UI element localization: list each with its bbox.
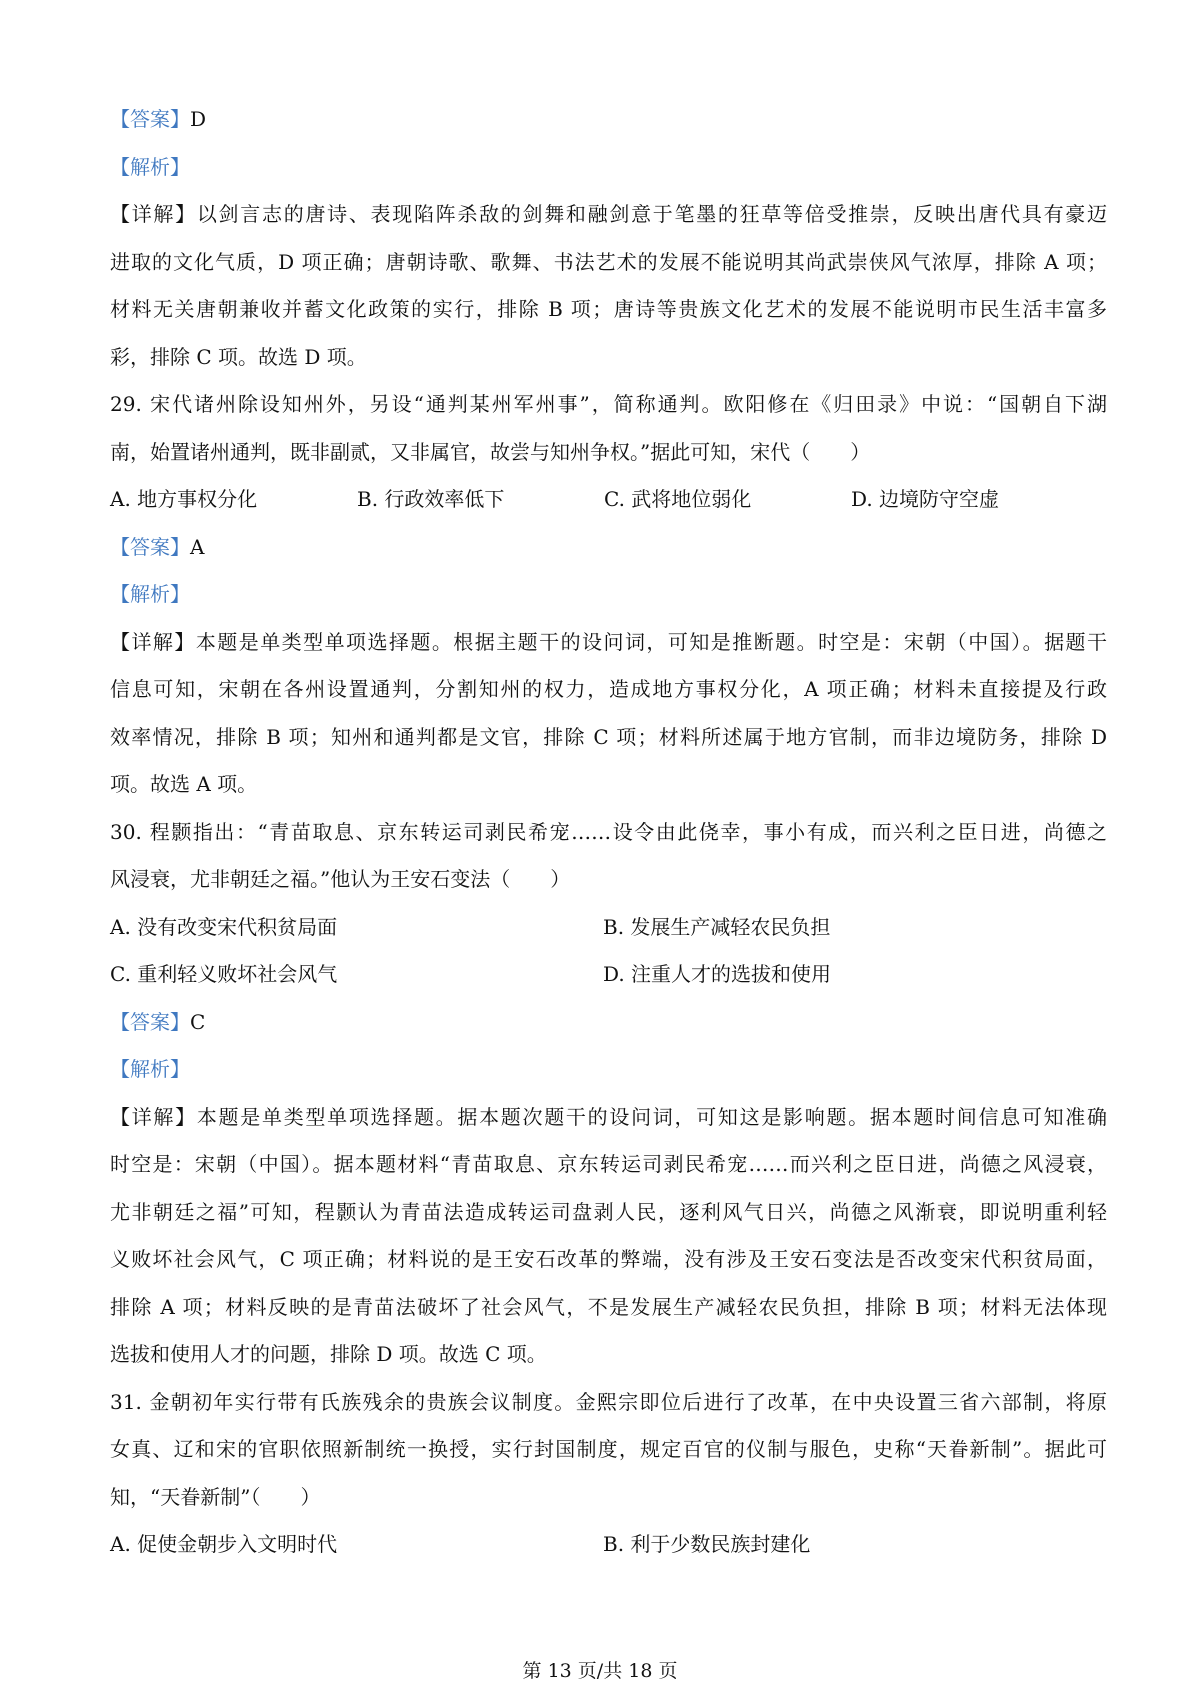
options-row: [110, 904, 1107, 952]
option-item: C. 重利轻义败坏社会风气: [110, 962, 338, 986]
option-item: B. 利于少数民族封建化: [603, 1532, 811, 1556]
option-item: D. 注重人才的选拔和使用: [603, 962, 832, 986]
option-item: A. 没有改变宋代积贫局面: [110, 914, 338, 939]
option-item: D. 边境防守空虚: [851, 487, 1000, 511]
text-line: 30. 程颢指出：“青苗取息、京东转运司剥民希宠……设令由此侥幸，事小有成，而兴利之臣日进，尚德之: [110, 819, 1107, 844]
tag-label: 【解析】: [110, 582, 190, 606]
text-line: 排除 A 项；材料反映的是青苗法破坏了社会风气，不是发展生产减轻农民负担，排除 B 项；材料无法体现: [110, 1294, 1107, 1319]
text-line: 【详解】本题是单类型单项选择题。根据主题干的设问词，可知是推断题。时空是：宋朝（中国）。据题干: [110, 629, 1107, 654]
options-row: [110, 476, 1107, 524]
text-line: 信息可知，宋朝在各州设置通判，分割知州的权力，造成地方事权分化，A 项正确；材料未直接提及行政: [110, 677, 1107, 701]
option-item: C. 武将地位弱化: [604, 487, 752, 511]
answer-tag-line: [110, 1046, 1107, 1094]
text-line: 选拔和使用人才的问题，排除 D 项。故选 C 项。: [110, 1342, 547, 1366]
text-line: 女真、辽和宋的官职依照新制统一换授，实行封国制度，规定百官的仪制与服色，史称“天眷新制”。据此可: [110, 1437, 1107, 1461]
options-row: [110, 1521, 1107, 1569]
text-line: 知，“天眷新制”（ ）: [110, 1484, 321, 1509]
tag-value: D: [190, 107, 207, 131]
page-footer: 第 13 页/共 18 页: [522, 1660, 678, 1682]
options-row: [110, 951, 1107, 999]
answer-tag-line: [110, 999, 1107, 1047]
text-line: 南，始置诸州通判，既非副贰，又非属官，故尝与知州争权。”据此可知，宋代（ ）: [110, 439, 871, 464]
answer-tag-line: [110, 524, 1107, 572]
tag-value: C: [190, 1009, 206, 1034]
text-line: 风浸衰，尤非朝廷之福。”他认为王安石变法（ ）: [110, 867, 571, 891]
option-item: A. 促使金朝步入文明时代: [110, 1532, 338, 1556]
text-line: 时空是：宋朝（中国）。据本题材料“青苗取息、京东转运司剥民希宠……而兴利之臣日进，尚德之风浸衰，: [110, 1152, 1107, 1176]
answer-tag-line: [110, 96, 1107, 144]
text-line: 彩，排除 C 项。故选 D 项。: [110, 344, 367, 369]
tag-label: 【答案】: [110, 534, 190, 559]
text-line: 尤非朝廷之福”可知，程颢认为青苗法造成转运司盘剥人民，逐利风气日兴，尚德之风渐衰，即说明重利轻: [110, 1199, 1107, 1224]
tag-value: A: [190, 534, 205, 559]
tag-label: 【解析】: [110, 1057, 190, 1081]
option-item: A. 地方事权分化: [110, 487, 258, 511]
text-line: 效率情况，排除 B 项；知州和通判都是文官，排除 C 项；材料所述属于地方官制，而非边境防务，排除 D: [110, 724, 1107, 749]
tag-label: 【答案】: [110, 107, 190, 131]
answer-tag-line: [110, 144, 1107, 192]
option-item: B. 行政效率低下: [357, 487, 505, 511]
text-line: 【详解】本题是单类型单项选择题。据本题次题干的设问词，可知这是影响题。据本题时间信息可知准确: [110, 1104, 1107, 1129]
text-line: 进取的文化气质，D 项正确；唐朝诗歌、歌舞、书法艺术的发展不能说明其尚武崇侠风气浓厚，排除 A 项；: [110, 249, 1107, 274]
text-line: 义败坏社会风气，C 项正确；材料说的是王安石改革的弊端，没有涉及王安石变法是否改变宋代积贫局面，: [110, 1247, 1107, 1271]
text-line: 29. 宋代诸州除设知州外，另设“通判某州军州事”，简称通判。欧阳修在《归田录》中说：“国朝自下湖: [110, 392, 1107, 416]
option-item: B. 发展生产减轻农民负担: [603, 914, 831, 939]
text-line: 项。故选 A 项。: [110, 772, 258, 796]
document-page: [110, 96, 1107, 1569]
text-line: 材料无关唐朝兼收并蓄文化政策的实行，排除 B 项；唐诗等贵族文化艺术的发展不能说明市民生活丰富多: [110, 297, 1107, 321]
text-line: 【详解】以剑言志的唐诗、表现陷阵杀敌的剑舞和融剑意于笔墨的狂草等倍受推崇，反映出唐代具有豪迈: [110, 202, 1107, 226]
answer-tag-line: [110, 571, 1107, 619]
tag-label: 【答案】: [110, 1009, 190, 1034]
text-line: 31. 金朝初年实行带有氏族残余的贵族会议制度。金熙宗即位后进行了改革，在中央设置三省六部制，将原: [110, 1389, 1107, 1414]
tag-label: 【解析】: [110, 154, 190, 179]
